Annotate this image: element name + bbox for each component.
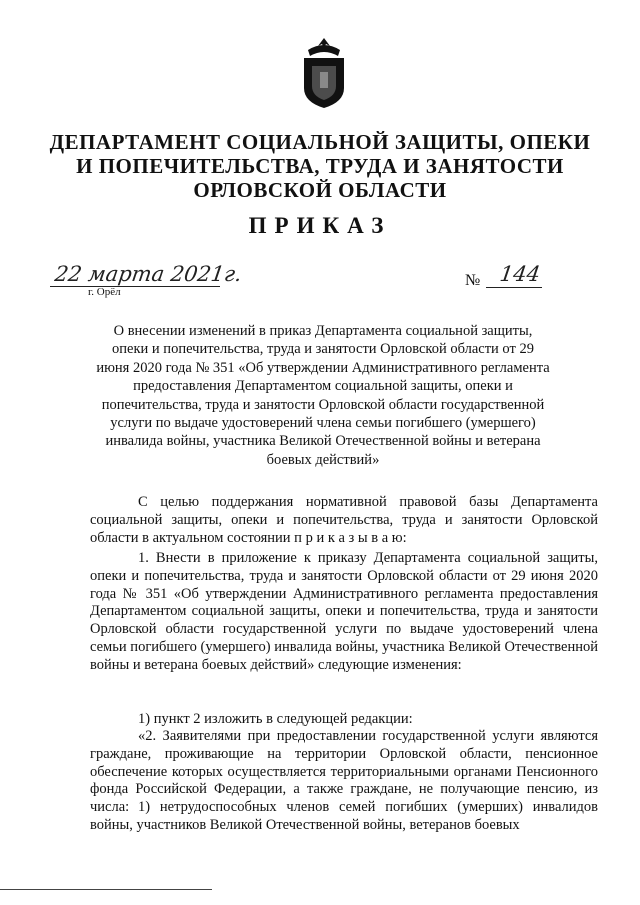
paragraph-1: 1. Внести в приложение к приказу Департамента социальной защиты, опеки и попечительства, труда и занятости Орловской области от 29 июня 2020 года № 351 «Об утверждении Административного регламента предоставления Департаментом социальной защиты, опеки и попечительства, труда и занятости Орловской области государственной услуги по выдаче удостоверений члена семьи погибшего (умершего) инвалида войны, участника Великой Отечественной войны и ветерана боевых действий» следующие изменения: <box>90 550 598 673</box>
date-underline <box>50 286 220 287</box>
paragraph-4: 1) нетрудоспособных членов семей погибших (умерших) инвалидов войны, участников Великой Отечественной войны, ветеранов боевых <box>90 799 598 833</box>
intro-paragraph: С целью поддержания нормативной правовой базы Департамента социальной защиты, опеки и попечительства, труда и занятости Орловской области в актуальном состоянии п р и к а з ы в а ю: <box>90 494 598 546</box>
order-number: 144 <box>498 262 542 286</box>
document-type: ПРИКАЗ <box>248 213 392 238</box>
number-underline <box>486 287 542 288</box>
department-name-line2: И ПОПЕЧИТЕЛЬСТВА, ТРУДА И ЗАНЯТОСТИ <box>76 154 564 178</box>
city: г. Орёл <box>88 286 121 298</box>
department-name-line3: ОРЛОВСКОЙ ОБЛАСТИ <box>193 178 447 202</box>
coat-of-arms-icon <box>298 36 350 110</box>
paragraph-3: «2. Заявителями при предоставлении государственной услуги являются граждане, проживающие на территории Орловской области, пенсионное обеспечение которых осуществляется территориальными органами Пенсионного фонда Российской Федерации, а также граждане, не получающие пенсию, из числа: <box>90 728 598 816</box>
paragraph-2: 1) пункт 2 изложить в следующей редакции: <box>138 711 413 727</box>
department-name-line1: ДЕПАРТАМЕНТ СОЦИАЛЬНОЙ ЗАЩИТЫ, ОПЕКИ <box>49 130 591 154</box>
order-title: О внесении изменений в приказ Департамента социальной защиты, опеки и попечительства, труда и занятости Орловской области от 29 июня 2020 года № 351 «Об утверждении Административного регламента предоставления Департаментом социальной защиты, опеки и попечительства, труда и занятости Орловской области государственной услуги по выдаче удостоверений члена семьи погибшего (умершего) инвалида войны, участника Великой Отечественной войны и ветерана боевых действий» <box>96 323 550 468</box>
number-label: № <box>465 272 481 289</box>
order-date: 22 марта 2021г. <box>53 262 244 286</box>
footer-divider <box>0 889 212 890</box>
